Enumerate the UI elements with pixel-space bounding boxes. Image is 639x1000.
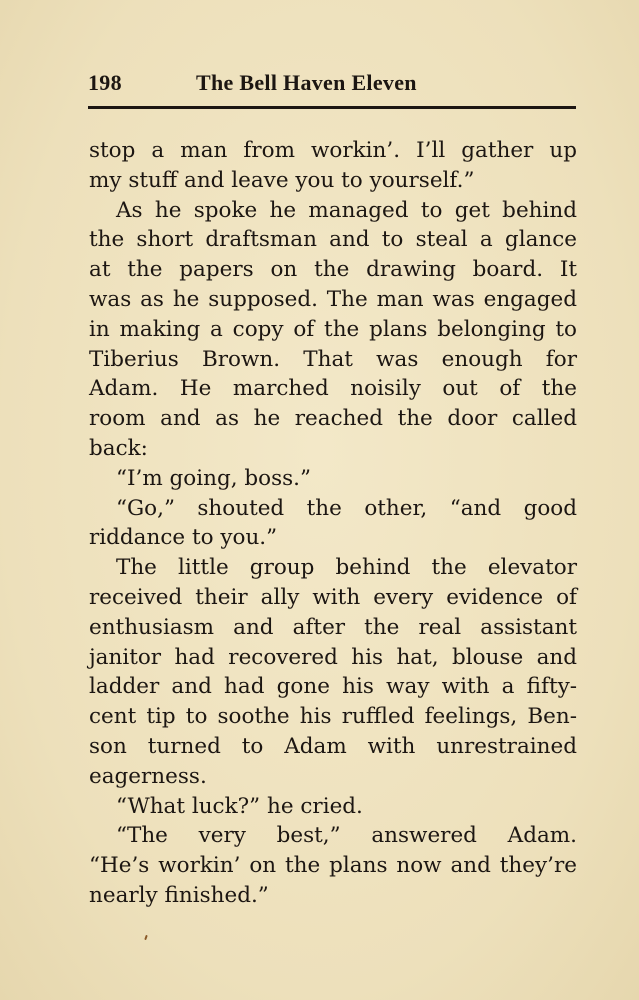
text-line: As he spoke he managed to get behind xyxy=(116,197,577,223)
text-line: “Go,” shouted the other, “and good xyxy=(116,495,577,521)
text-line: cent tip to soothe his ruffled feelings, Ben- xyxy=(89,704,577,730)
text-line: the short draftsman and to steal a glance xyxy=(89,227,577,253)
text-line: at the papers on the drawing board. It xyxy=(89,257,577,283)
text-line: my stuff and leave you to yourself.” xyxy=(89,167,475,193)
text-line: “I’m going, boss.” xyxy=(116,465,312,491)
text-line: riddance to you.” xyxy=(89,525,278,551)
text-line: “What luck?” he cried. xyxy=(116,793,363,819)
text-line: “He’s workin’ on the plans now and they’re xyxy=(89,853,577,879)
text-line: nearly finished.” xyxy=(89,882,269,908)
page-number: 198 xyxy=(88,70,122,95)
text-line: son turned to Adam with unrestrained xyxy=(89,733,577,759)
text-line: received their ally with every evidence of xyxy=(89,584,577,610)
text-line: janitor had recovered his hat, blouse and xyxy=(89,644,577,670)
text-line: enthusiasm and after the real assistant xyxy=(89,614,577,640)
text-line: The little group behind the elevator xyxy=(116,555,577,581)
text-line: stop a man from workin’. I’ll gather up xyxy=(89,138,577,163)
text-line: back: xyxy=(89,435,148,461)
text-line: in making a copy of the plans belonging to xyxy=(89,316,577,342)
running-title: The Bell Haven Eleven xyxy=(196,70,417,95)
text-line: ladder and had gone his way with a fifty- xyxy=(89,674,577,700)
text-line: Tiberius Brown. That was enough for xyxy=(89,346,577,372)
text-line: room and as he reached the door called xyxy=(89,406,577,432)
text-line: was as he supposed. The man was engaged xyxy=(89,286,577,312)
text-line: “The very best,” answered Adam. xyxy=(116,823,577,849)
running-header xyxy=(88,70,576,102)
text-line: Adam. He marched noisily out of the xyxy=(89,376,577,402)
header-rule xyxy=(88,106,576,109)
body-text xyxy=(89,136,577,911)
text-line: eagerness. xyxy=(89,763,207,789)
paper-speck xyxy=(144,935,148,940)
